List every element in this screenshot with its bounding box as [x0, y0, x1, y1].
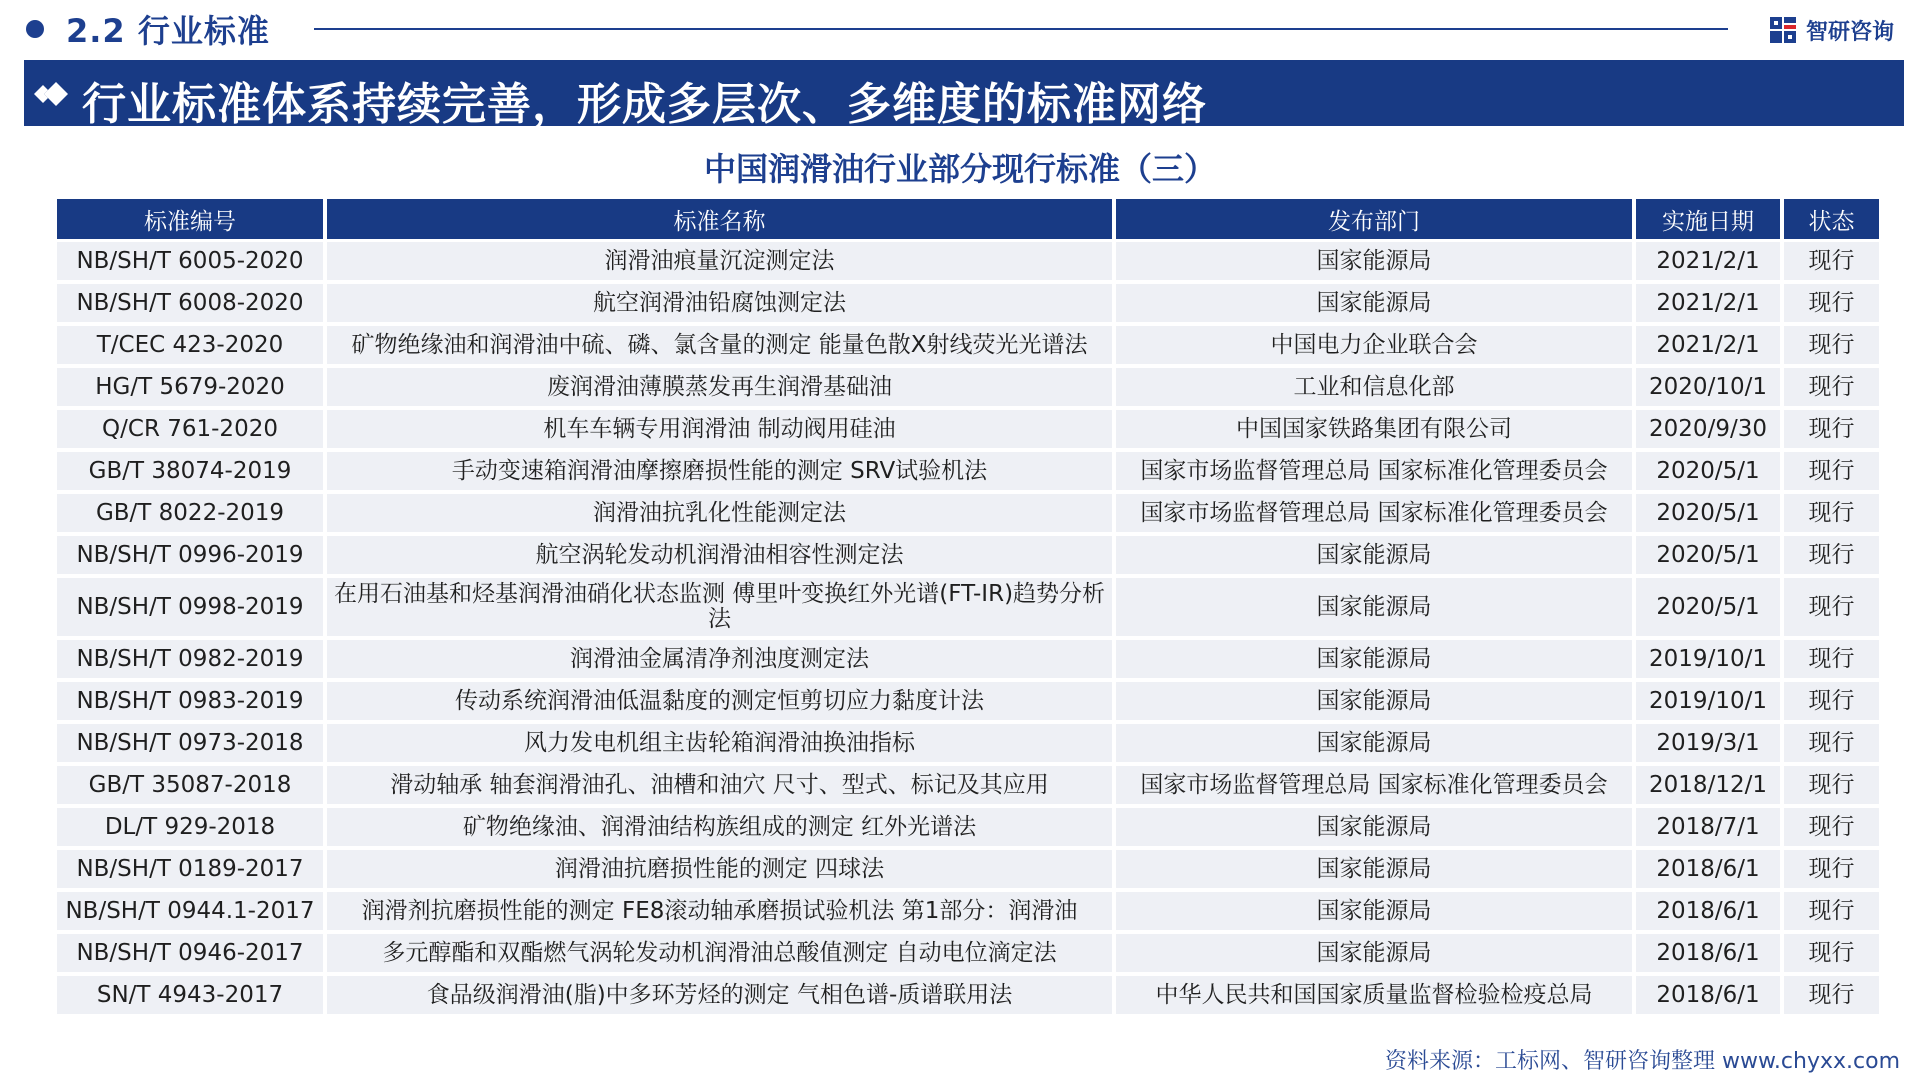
cell-code: NB/SH/T 0973-2018 [57, 724, 323, 766]
table-row [57, 326, 1879, 368]
cell-code: NB/SH/T 0983-2019 [57, 682, 323, 724]
brand-name: 智研咨询 [1806, 19, 1895, 45]
section-title: 2.2 行业标准 [66, 12, 270, 50]
cell-date: 2021/2/1 [1636, 284, 1780, 326]
cell-status: 现行 [1784, 808, 1879, 850]
cell-dept: 国家能源局 [1116, 578, 1632, 640]
cell-name: 手动变速箱润滑油摩擦磨损性能的测定 SRV试验机法 [327, 452, 1112, 494]
cell-date: 2020/5/1 [1636, 536, 1780, 578]
table-row [57, 724, 1879, 766]
table-row [57, 242, 1879, 284]
table-title: 中国润滑油行业部分现行标准（三） [703, 150, 1216, 188]
cell-name: 润滑油抗乳化性能测定法 [327, 494, 1112, 536]
cell-name: 航空润滑油铅腐蚀测定法 [327, 284, 1112, 326]
cell-dept: 国家能源局 [1116, 934, 1632, 976]
cell-dept: 国家能源局 [1116, 640, 1632, 682]
cell-name: 传动系统润滑油低温黏度的测定恒剪切应力黏度计法 [327, 682, 1112, 724]
cell-date: 2018/6/1 [1636, 934, 1780, 976]
cell-name: 矿物绝缘油和润滑油中硫、磷、氯含量的测定 能量色散X射线荧光光谱法 [327, 326, 1112, 368]
table-row [57, 766, 1879, 808]
table-row [57, 284, 1879, 326]
header [0, 0, 1920, 56]
table-row [57, 808, 1879, 850]
cell-date: 2018/6/1 [1636, 850, 1780, 892]
table-row [57, 578, 1879, 640]
cell-date: 2021/2/1 [1636, 326, 1780, 368]
cell-status: 现行 [1784, 850, 1879, 892]
cell-dept: 国家能源局 [1116, 284, 1632, 326]
cell-dept: 中国电力企业联合会 [1116, 326, 1632, 368]
cell-date: 2020/5/1 [1636, 578, 1780, 640]
cell-status: 现行 [1784, 578, 1879, 640]
cell-dept: 国家能源局 [1116, 682, 1632, 724]
cell-dept: 国家能源局 [1116, 892, 1632, 934]
table-row [57, 892, 1879, 934]
cell-date: 2019/10/1 [1636, 640, 1780, 682]
brand [1768, 12, 1894, 48]
column-header: 发布部门 [1116, 199, 1632, 242]
column-header: 状态 [1784, 199, 1879, 242]
cell-date: 2019/10/1 [1636, 682, 1780, 724]
cell-code: GB/T 35087-2018 [57, 766, 323, 808]
brand-logo-icon [1768, 15, 1798, 45]
cell-name: 风力发电机组主齿轮箱润滑油换油指标 [327, 724, 1112, 766]
cell-name: 润滑油抗磨损性能的测定 四球法 [327, 850, 1112, 892]
cell-status: 现行 [1784, 640, 1879, 682]
cell-dept: 国家能源局 [1116, 850, 1632, 892]
cell-status: 现行 [1784, 976, 1879, 1018]
cell-date: 2018/6/1 [1636, 976, 1780, 1018]
banner-title: 行业标准体系持续完善，形成多层次、多维度的标准网络 [82, 79, 1207, 130]
cell-code: NB/SH/T 0189-2017 [57, 850, 323, 892]
cell-status: 现行 [1784, 892, 1879, 934]
cell-dept: 国家市场监督管理总局 国家标准化管理委员会 [1116, 494, 1632, 536]
cell-name: 在用石油基和烃基润滑油硝化状态监测 傅里叶变换红外光谱(FT-IR)趋势分析法 [327, 578, 1112, 640]
cell-date: 2020/5/1 [1636, 452, 1780, 494]
cell-status: 现行 [1784, 494, 1879, 536]
cell-code: NB/SH/T 6005-2020 [57, 242, 323, 284]
cell-name: 润滑油痕量沉淀测定法 [327, 242, 1112, 284]
cell-dept: 工业和信息化部 [1116, 368, 1632, 410]
column-header: 标准编号 [57, 199, 323, 242]
cell-status: 现行 [1784, 326, 1879, 368]
cell-dept: 国家能源局 [1116, 724, 1632, 766]
cell-status: 现行 [1784, 934, 1879, 976]
table-row [57, 640, 1879, 682]
cell-date: 2021/2/1 [1636, 242, 1780, 284]
cell-code: T/CEC 423-2020 [57, 326, 323, 368]
cell-dept: 中华人民共和国国家质量监督检验检疫总局 [1116, 976, 1632, 1018]
cell-dept: 国家能源局 [1116, 536, 1632, 578]
table-row [57, 850, 1879, 892]
column-header: 实施日期 [1636, 199, 1780, 242]
cell-dept: 国家能源局 [1116, 242, 1632, 284]
cell-dept: 国家能源局 [1116, 808, 1632, 850]
cell-code: HG/T 5679-2020 [57, 368, 323, 410]
cell-name: 废润滑油薄膜蒸发再生润滑基础油 [327, 368, 1112, 410]
diamond-icon [32, 77, 78, 111]
cell-dept: 国家市场监督管理总局 国家标准化管理委员会 [1116, 452, 1632, 494]
cell-status: 现行 [1784, 682, 1879, 724]
cell-code: GB/T 38074-2019 [57, 452, 323, 494]
cell-code: NB/SH/T 6008-2020 [57, 284, 323, 326]
cell-status: 现行 [1784, 724, 1879, 766]
cell-date: 2020/5/1 [1636, 494, 1780, 536]
cell-name: 润滑油金属清净剂浊度测定法 [327, 640, 1112, 682]
table-row [57, 976, 1879, 1018]
cell-code: NB/SH/T 0944.1-2017 [57, 892, 323, 934]
cell-date: 2020/10/1 [1636, 368, 1780, 410]
cell-status: 现行 [1784, 410, 1879, 452]
cell-code: NB/SH/T 0998-2019 [57, 578, 323, 640]
header-divider [314, 28, 1728, 30]
table-row [57, 368, 1879, 410]
table-row [57, 536, 1879, 578]
cell-date: 2018/6/1 [1636, 892, 1780, 934]
cell-code: NB/SH/T 0946-2017 [57, 934, 323, 976]
cell-name: 航空涡轮发动机润滑油相容性测定法 [327, 536, 1112, 578]
cell-status: 现行 [1784, 536, 1879, 578]
cell-name: 矿物绝缘油、润滑油结构族组成的测定 红外光谱法 [327, 808, 1112, 850]
banner [24, 60, 1904, 130]
cell-dept: 中国国家铁路集团有限公司 [1116, 410, 1632, 452]
cell-code: GB/T 8022-2019 [57, 494, 323, 536]
table-row [57, 494, 1879, 536]
table-row [57, 410, 1879, 452]
cell-dept: 国家市场监督管理总局 国家标准化管理委员会 [1116, 766, 1632, 808]
cell-status: 现行 [1784, 284, 1879, 326]
table-row [57, 452, 1879, 494]
table-row [57, 934, 1879, 976]
cell-status: 现行 [1784, 452, 1879, 494]
cell-date: 2020/9/30 [1636, 410, 1780, 452]
cell-code: SN/T 4943-2017 [57, 976, 323, 1018]
cell-code: NB/SH/T 0982-2019 [57, 640, 323, 682]
cell-name: 食品级润滑油(脂)中多环芳烃的测定 气相色谱-质谱联用法 [327, 976, 1112, 1018]
cell-code: NB/SH/T 0996-2019 [57, 536, 323, 578]
standards-table [53, 199, 1883, 1018]
bullet-dot-icon [26, 20, 44, 38]
cell-name: 机车车辆专用润滑油 制动阀用硅油 [327, 410, 1112, 452]
cell-status: 现行 [1784, 242, 1879, 284]
cell-code: DL/T 929-2018 [57, 808, 323, 850]
source-note: 资料来源：工标网、智研咨询整理 www.chyxx.com [1384, 1049, 1900, 1074]
cell-name: 滑动轴承 轴套润滑油孔、油槽和油穴 尺寸、型式、标记及其应用 [327, 766, 1112, 808]
table-header-row [57, 199, 1879, 242]
cell-name: 润滑剂抗磨损性能的测定 FE8滚动轴承磨损试验机法 第1部分：润滑油 [327, 892, 1112, 934]
cell-date: 2019/3/1 [1636, 724, 1780, 766]
cell-name: 多元醇酯和双酯燃气涡轮发动机润滑油总酸值测定 自动电位滴定法 [327, 934, 1112, 976]
cell-code: Q/CR 761-2020 [57, 410, 323, 452]
cell-date: 2018/12/1 [1636, 766, 1780, 808]
cell-status: 现行 [1784, 368, 1879, 410]
table-row [57, 682, 1879, 724]
cell-date: 2018/7/1 [1636, 808, 1780, 850]
column-header: 标准名称 [327, 199, 1112, 242]
cell-status: 现行 [1784, 766, 1879, 808]
